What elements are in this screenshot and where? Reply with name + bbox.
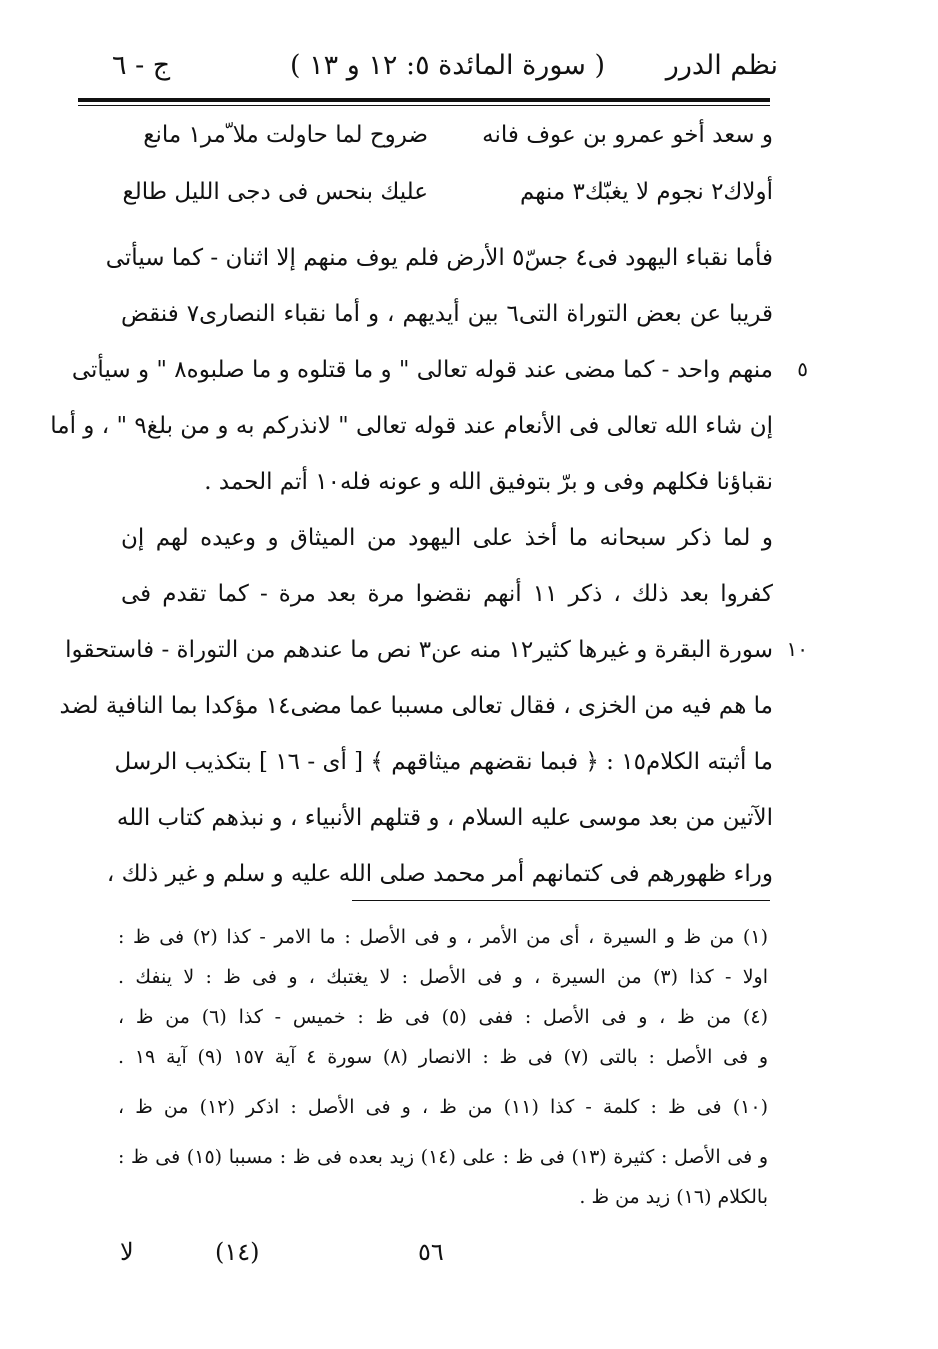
running-title: نظم الدرر [665, 50, 778, 81]
footnote-line: و فى الأصل : بالتى (٧) فى ظ : الانصار (٨) سورة ٤ آية ١٥٧ (٩) آية ١٩ . [118, 1046, 768, 1068]
line-number: ٥ [797, 357, 808, 381]
footnote-line: و فى الأصل : كثيرة (١٣) فى ظ : على (١٤) زيد بعده فى ظ : مسببا (١٥) فى ظ : [118, 1146, 768, 1168]
verse-1-first-hemistich: و سعد أخو عمرو بن عوف فانه [482, 122, 773, 148]
body-line: الآتين من بعد موسى عليه السلام ، و قتلهم الأنبياء ، و نبذهم كتاب الله [116, 805, 773, 831]
footnote-line: (٤) من ظ ، و فى الأصل : ففى (٥) فى ظ : خميس - كذا (٦) من ظ ، [118, 1006, 768, 1028]
footnote-rule [352, 900, 770, 901]
body-line: كفروا بعد ذلك ، ذكر ١١ أنهم نقضوا مرة بعد مرة - كما تقدم فى [121, 581, 774, 607]
body-line: فأما نقباء اليهود فى٤ جسّ٥ الأرض فلم يوف منهم إلا اثنان - كما سيأتى [105, 245, 773, 271]
line-number: ١٠ [786, 637, 808, 661]
body-line: إن شاء الله تعالى فى الأنعام عند قوله تعالى " لانذركم به و من بلغ٩ " ، و أما [50, 413, 773, 439]
footnote-line: (١٠) فى ظ : كلمة - كذا (١١) من ظ ، و فى الأصل : اذكر (١٢) من ظ ، [118, 1096, 768, 1118]
body-line: قريبا عن بعض التوراة التى٦ بين أيديهم ، و أما نقباء النصارى٧ فنقض [121, 301, 773, 327]
body-line: منهم واحد - كما مضى عند قوله تعالى " و ما قتلوه و ما صلبوه٨ " و سيأتى [71, 357, 773, 383]
page-number: ٥٦ [418, 1238, 444, 1266]
surah-reference: ( سورة المائدة ٥: ١٢ و ١٣ ) [290, 50, 606, 81]
signature-mark: (١٤) [215, 1238, 260, 1266]
body-line: ما أثبته الكلام١٥ : ﴿ فبما نقضهم ميثاقهم ﴾ [ أى - ١٦ ] بتكذيب الرسل [114, 749, 773, 775]
verse-2-second-hemistich: عليك بنحس فى دجى الليل طالع [122, 179, 428, 205]
body-line: ما هم فيه من الخزى ، فقال تعالى مسببا عما مضى١٤ مؤكدا بما النافية لضد [59, 693, 773, 719]
verse-1-second-hemistich: ضروح لما حاولت ملا ّمر١ مانع [143, 122, 428, 148]
body-line: وراء ظهورهم فى كتمانهم أمر محمد صلى الله عليه و سلم و غير ذلك ، [106, 861, 773, 887]
header-rule-thick [78, 98, 770, 102]
footnote-line: (١) من ظ و السيرة ، أى من الأمر ، و فى الأصل : ما الامر - كذا (٢) فى ظ : [118, 926, 768, 948]
verse-2-first-hemistich: أولاك٢ نجوم لا يغبّك٣ منهم [519, 179, 773, 205]
footnote-line: اولا - كذا (٣) من السيرة ، و فى الأصل : لا يغتبك ، و فى ظ : لا ينفك . [118, 966, 768, 988]
body-line: و لما ذكر سبحانه ما أخذ على اليهود من الميثاق و وعيده لهم إن [121, 525, 773, 551]
volume-number: ج - ٦ [112, 50, 171, 81]
footnote-line: بالكلام (١٦) زيد من ظ . [579, 1186, 768, 1208]
header-rule-thin [78, 105, 770, 106]
signature-catchword: لا [120, 1238, 134, 1266]
body-line: نقباؤنا فكلهم وفى و برّ بتوفيق الله و عونه فله١٠ أتم الحمد . [204, 469, 773, 495]
body-line: سورة البقرة و غيرها كثير١٢ منه عن٣ نص ما عندهم من التوراة - فاستحقوا [65, 637, 773, 663]
